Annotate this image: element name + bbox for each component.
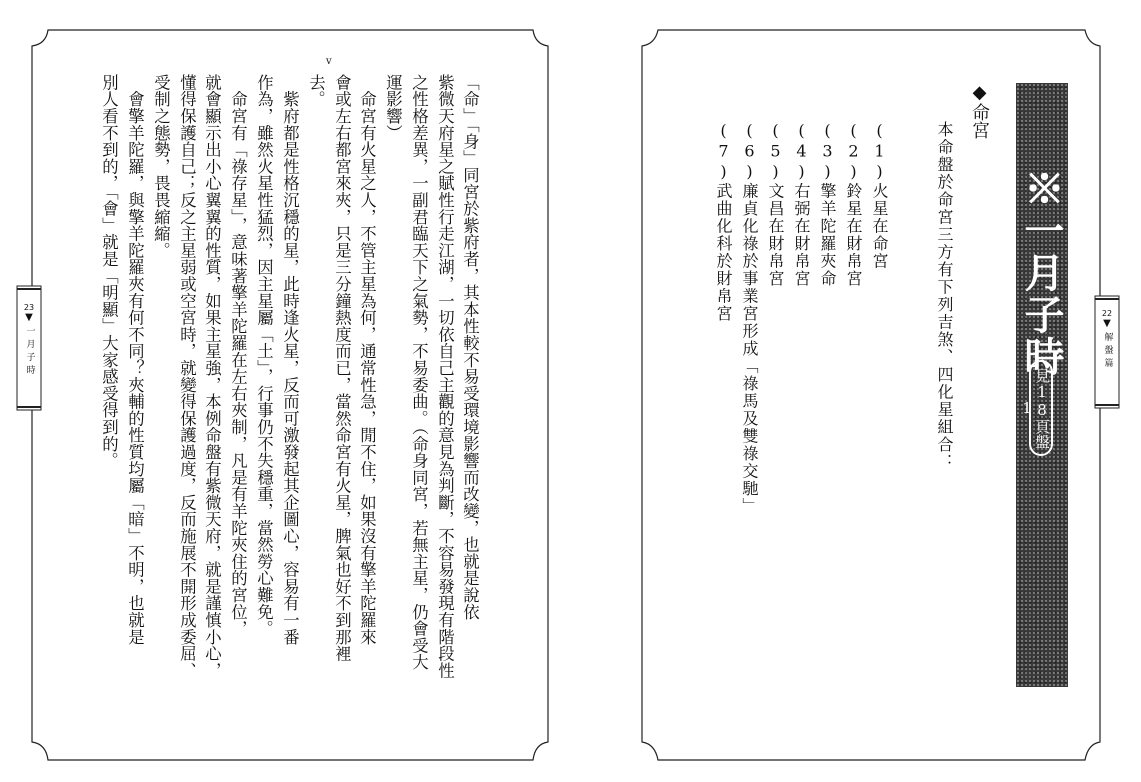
left-side-label: 一月子時: [24, 326, 35, 378]
left-col-5: 命宮有火星之人，不管主星為何，通常性急，閒不住，如果沒有擎羊陀羅來: [357, 74, 377, 646]
list-item: (2)鈴星在財帛宮: [844, 121, 863, 288]
list-item: (6)廉貞化祿於事業宮形成「祿馬及雙祿交馳」: [740, 121, 759, 515]
left-col-12: 懂得保護自己；反之主星弱或空宮時，就變得保護過度，反而施展不開形成委屈、: [177, 74, 197, 679]
left-col-11: 就會顯示出小心翼翼的性質，如果主星強，本例命盤有紫微天府，就是謹慎小心，: [202, 74, 222, 679]
down-arrow-icon: ▼: [25, 312, 33, 323]
list-item: (7)武曲化科於財帛宮: [714, 121, 733, 323]
left-col-4: 運影響）: [383, 74, 403, 142]
left-col-8: 紫府都是性格沉穩的星，此時逢火星，反而可激發起其企圖心，容易有一番: [280, 74, 300, 646]
right-page-number: 22: [1101, 309, 1113, 318]
section-intro: 本命盤於命宮三方有下列吉煞、四化星組合：: [935, 121, 954, 471]
section-heading: ◆命宮: [969, 82, 990, 139]
left-col-1: 「命」「身」同宮於紫府者，其本性較不易受環境影響而改變，也就是說依: [460, 74, 480, 621]
left-top-mark: v: [326, 56, 332, 67]
left-col-10: 命宮有「祿存星」，意味著擎羊陀羅在左右夾制，凡是有羊陀夾住的宮位，: [228, 74, 248, 637]
right-tab: [1096, 310, 1118, 374]
list-item: (4)右弼在財帛宮: [792, 121, 811, 288]
left-col-7: 去。: [306, 74, 326, 108]
chapter-banner-subtitle: [1018, 360, 1053, 456]
left-col-2: 紫微天府星之賦性行走江湖，一切依自己主觀的意見為判斷，不容易發現有階段性: [435, 74, 455, 679]
left-page-number: 23: [23, 303, 35, 312]
right-side-label: 解盤篇: [1102, 332, 1113, 371]
chart-reference: 見18頁盤1: [1029, 360, 1053, 456]
list-item: (3)擎羊陀羅夾命: [818, 121, 837, 288]
left-col-6: 會或左右都宮來夾，只是三分鐘熱度而已，當然命宮有火星，脾氣也好不到那裡: [332, 74, 352, 662]
list-item: (1)火星在命宮: [870, 121, 889, 270]
chapter-banner-title: ※一月子時: [1018, 168, 1065, 378]
list-item: (5)文昌在財帛宮: [766, 121, 785, 288]
left-col-15: 別人看不到的，「會」就是「明顯」大家感受得到的。: [99, 74, 119, 469]
left-col-13: 受制之態勢，畏畏縮縮。: [151, 74, 171, 259]
left-tab: [18, 304, 40, 381]
left-col-14: 會擎羊陀羅，與擎羊陀羅夾有何不同？夾輔的性質均屬「暗」不明，也就是: [125, 74, 145, 646]
left-col-3: 之性格差異，一副君臨天下之氣勢，不易委曲。（命身同宮，若無主星，仍會受大: [409, 74, 429, 671]
down-arrow-icon: ▼: [1103, 318, 1111, 329]
left-col-9: 作為，雖然火星性猛烈，因主星屬「土」，行事仍不失穩重，當然勞心難免。: [254, 74, 274, 637]
